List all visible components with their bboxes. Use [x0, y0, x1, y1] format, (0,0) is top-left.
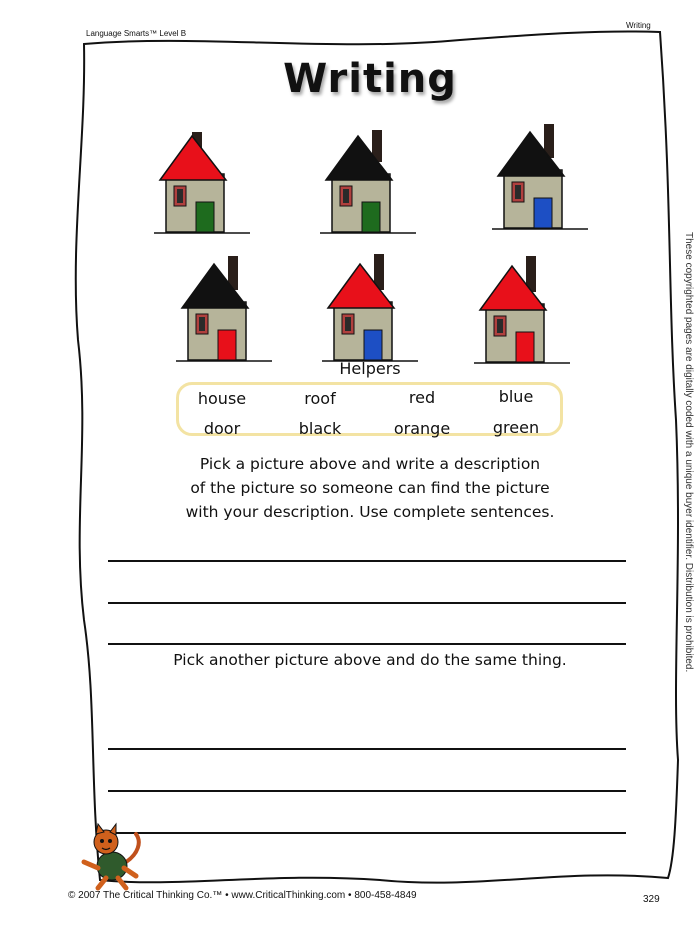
house-picture-6 — [470, 252, 580, 367]
helper-word: roof — [304, 389, 336, 408]
writing-line[interactable] — [108, 643, 626, 645]
page-title: Writing — [283, 56, 457, 102]
instructions-first — [140, 452, 600, 524]
instructions-second — [140, 648, 600, 672]
writing-line[interactable] — [108, 832, 626, 834]
helper-word: orange — [393, 419, 451, 438]
writing-line[interactable] — [108, 560, 626, 562]
instruction-line: of the picture so someone can find the picture — [190, 479, 550, 497]
copyright-side-notice — [682, 232, 694, 702]
instruction-line: Pick a picture above and write a description — [199, 455, 541, 473]
house-picture-2 — [316, 122, 426, 237]
house-picture-4 — [172, 250, 282, 365]
house-picture-5 — [318, 250, 428, 365]
helper-word: door — [203, 419, 241, 438]
writing-line[interactable] — [108, 602, 626, 604]
helper-word: black — [298, 419, 342, 438]
page-number: 329 — [643, 894, 660, 905]
instruction-line: with your description. Use complete sentences. — [185, 503, 555, 521]
house-picture-3 — [488, 118, 598, 233]
writing-line[interactable] — [108, 748, 626, 750]
section-label: Writing — [626, 21, 651, 30]
helper-word: house — [197, 389, 247, 408]
helper-word: red — [408, 388, 436, 407]
helper-word: blue — [498, 387, 534, 406]
writing-line[interactable] — [108, 790, 626, 792]
cat-mascot-icon — [76, 822, 148, 892]
helpers-title: Helpers — [339, 359, 401, 378]
footer-copyright: © 2007 The Critical Thinking Co.™ • www.CriticalThinking.com • 800-458-4849 — [68, 890, 417, 901]
instruction-line: Pick another picture above and do the same thing. — [173, 651, 567, 669]
house-picture-1 — [150, 122, 260, 237]
side-notice-text: These copyrighted pages are digitally coded with a unique buyer identifier. Distribution is prohibited. — [683, 232, 694, 673]
helper-word: green — [492, 418, 540, 437]
series-label: Language Smarts™ Level B — [86, 29, 187, 38]
